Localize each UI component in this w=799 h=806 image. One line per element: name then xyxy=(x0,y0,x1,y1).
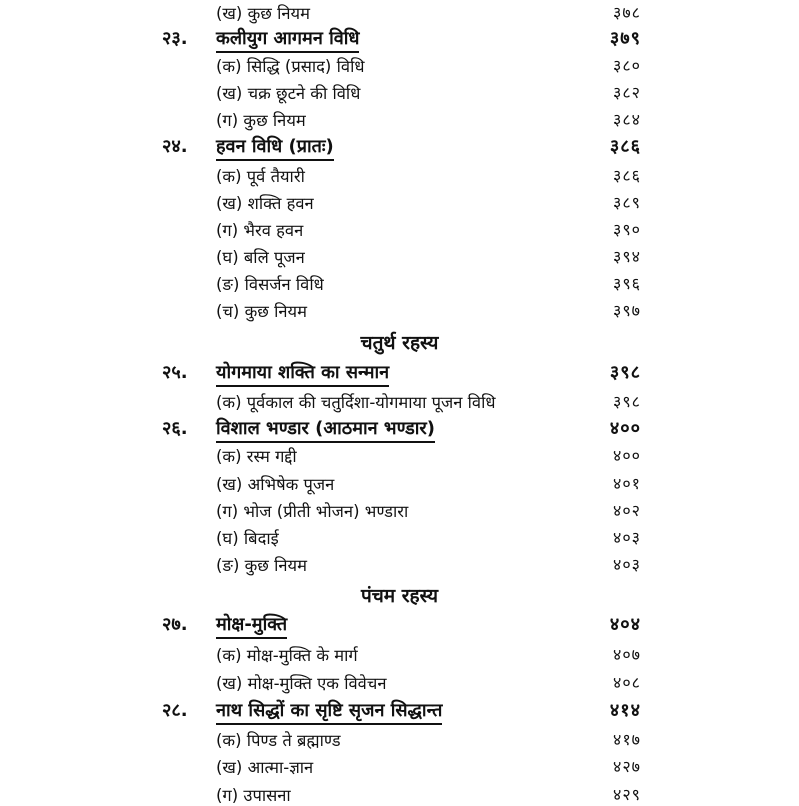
page-number: ४०२ xyxy=(613,501,641,520)
subsection-title: (घ) बलि पूजन xyxy=(216,248,305,267)
subsection-title: (ख) चक्र छूटने की विधि xyxy=(216,84,361,103)
page-number: ३८४ xyxy=(613,110,641,129)
page-number: ३९४ xyxy=(613,247,641,266)
page-number: ४०० xyxy=(609,418,641,439)
subsection-row xyxy=(0,387,799,413)
chapter-row xyxy=(0,696,799,722)
chapter-title: योगमाया शक्ति का सन्मान xyxy=(216,360,389,387)
subsection-title: (घ) बिदाई xyxy=(216,529,279,548)
subsection-title: (क) पिण्ड ते ब्रह्माण्ड xyxy=(216,731,341,750)
subsection-title: (क) पूर्वकाल की चतुर्दिशा-योगमाया पूजन विधि xyxy=(216,393,496,412)
subsection-title: (ङ) कुछ नियम xyxy=(216,556,307,575)
subsection-row xyxy=(0,242,799,268)
subsection-row xyxy=(0,269,799,295)
chapter-title: विशाल भण्डार (आठमान भण्डार) xyxy=(216,416,435,443)
subsection-row xyxy=(0,0,799,24)
page-number: ३७८ xyxy=(613,3,641,22)
page-number: ३९८ xyxy=(609,362,641,383)
page-number: ४०७ xyxy=(613,645,641,664)
page-number: ४०८ xyxy=(613,673,641,692)
chapter-row xyxy=(0,24,799,50)
subsection-title: (क) पूर्व तैयारी xyxy=(216,167,305,186)
page-number: ४०३ xyxy=(613,555,641,574)
subsection-row xyxy=(0,523,799,549)
section-heading-row xyxy=(0,328,799,354)
subsection-row xyxy=(0,215,799,241)
subsection-row xyxy=(0,51,799,77)
chapter-title: हवन विधि (प्रातः) xyxy=(216,134,334,161)
chapter-number: २५. xyxy=(162,362,188,383)
page-number: ३७९ xyxy=(609,28,641,49)
chapter-number: २६. xyxy=(162,418,188,439)
page-number: ३९६ xyxy=(613,274,641,293)
page-number: ४०३ xyxy=(613,528,641,547)
page-number: ४२७ xyxy=(613,757,641,776)
subsection-title: (ख) कुछ नियम xyxy=(216,4,310,23)
page-number: ४२९ xyxy=(613,785,641,804)
subsection-row xyxy=(0,188,799,214)
page-number: ३८९ xyxy=(613,193,641,212)
subsection-title: (ग) भोज (प्रीती भोजन) भण्डारा xyxy=(216,502,409,521)
subsection-row xyxy=(0,752,799,778)
subsection-title: (क) सिद्धि (प्रसाद) विधि xyxy=(216,57,365,76)
chapter-title: मोक्ष-मुक्ति xyxy=(216,612,287,639)
chapter-row xyxy=(0,610,799,636)
subsection-title: (क) रस्म गद्दी xyxy=(216,447,297,466)
chapter-row xyxy=(0,132,799,158)
subsection-title: (ग) उपासना xyxy=(216,786,291,805)
page-number: ४०१ xyxy=(613,474,641,493)
subsection-row xyxy=(0,496,799,522)
page-number: ४१७ xyxy=(613,730,641,749)
section-heading: चतुर्थ रहस्य xyxy=(360,332,439,354)
subsection-row xyxy=(0,780,799,806)
subsection-title: (ग) कुछ नियम xyxy=(216,111,306,130)
subsection-title: (ख) मोक्ष-मुक्ति एक विवेचन xyxy=(216,674,387,693)
chapter-row xyxy=(0,414,799,440)
page-number: ३८६ xyxy=(613,166,641,185)
page-number: ३९० xyxy=(613,220,641,239)
page-number: ३९८ xyxy=(613,392,641,411)
section-heading: पंचम रहस्य xyxy=(360,585,439,607)
page-number: ३९७ xyxy=(613,301,641,320)
subsection-title: (क) मोक्ष-मुक्ति के मार्ग xyxy=(216,646,358,665)
subsection-row xyxy=(0,725,799,751)
subsection-title: (ग) भैरव हवन xyxy=(216,221,304,240)
subsection-row xyxy=(0,161,799,187)
section-heading-row xyxy=(0,581,799,607)
subsection-title: (च) कुछ नियम xyxy=(216,302,307,321)
subsection-row xyxy=(0,105,799,131)
subsection-title: (ख) शक्ति हवन xyxy=(216,194,314,213)
subsection-title: (ख) आत्मा-ज्ञान xyxy=(216,758,314,777)
subsection-row xyxy=(0,640,799,666)
subsection-row xyxy=(0,296,799,322)
page-number: ३८६ xyxy=(609,136,641,157)
page-number: ४०४ xyxy=(609,614,641,635)
subsection-title: (ङ) विसर्जन विधि xyxy=(216,275,324,294)
subsection-row xyxy=(0,668,799,694)
chapter-title: नाथ सिद्धों का सृष्टि सृजन सिद्धान्त xyxy=(216,698,442,725)
subsection-row xyxy=(0,78,799,104)
page-number: ३८२ xyxy=(613,83,641,102)
page-number: ४०० xyxy=(613,446,641,465)
chapter-number: २३. xyxy=(162,28,188,49)
chapter-row xyxy=(0,358,799,384)
subsection-row xyxy=(0,550,799,576)
page-number: ४१४ xyxy=(609,700,641,721)
subsection-row xyxy=(0,469,799,495)
chapter-number: २८. xyxy=(162,700,188,721)
subsection-row xyxy=(0,441,799,467)
chapter-number: २७. xyxy=(162,614,188,635)
page-number: ३८० xyxy=(613,56,641,75)
subsection-title: (ख) अभिषेक पूजन xyxy=(216,475,335,494)
chapter-number: २४. xyxy=(162,136,188,157)
chapter-title: कलीयुग आगमन विधि xyxy=(216,26,359,53)
